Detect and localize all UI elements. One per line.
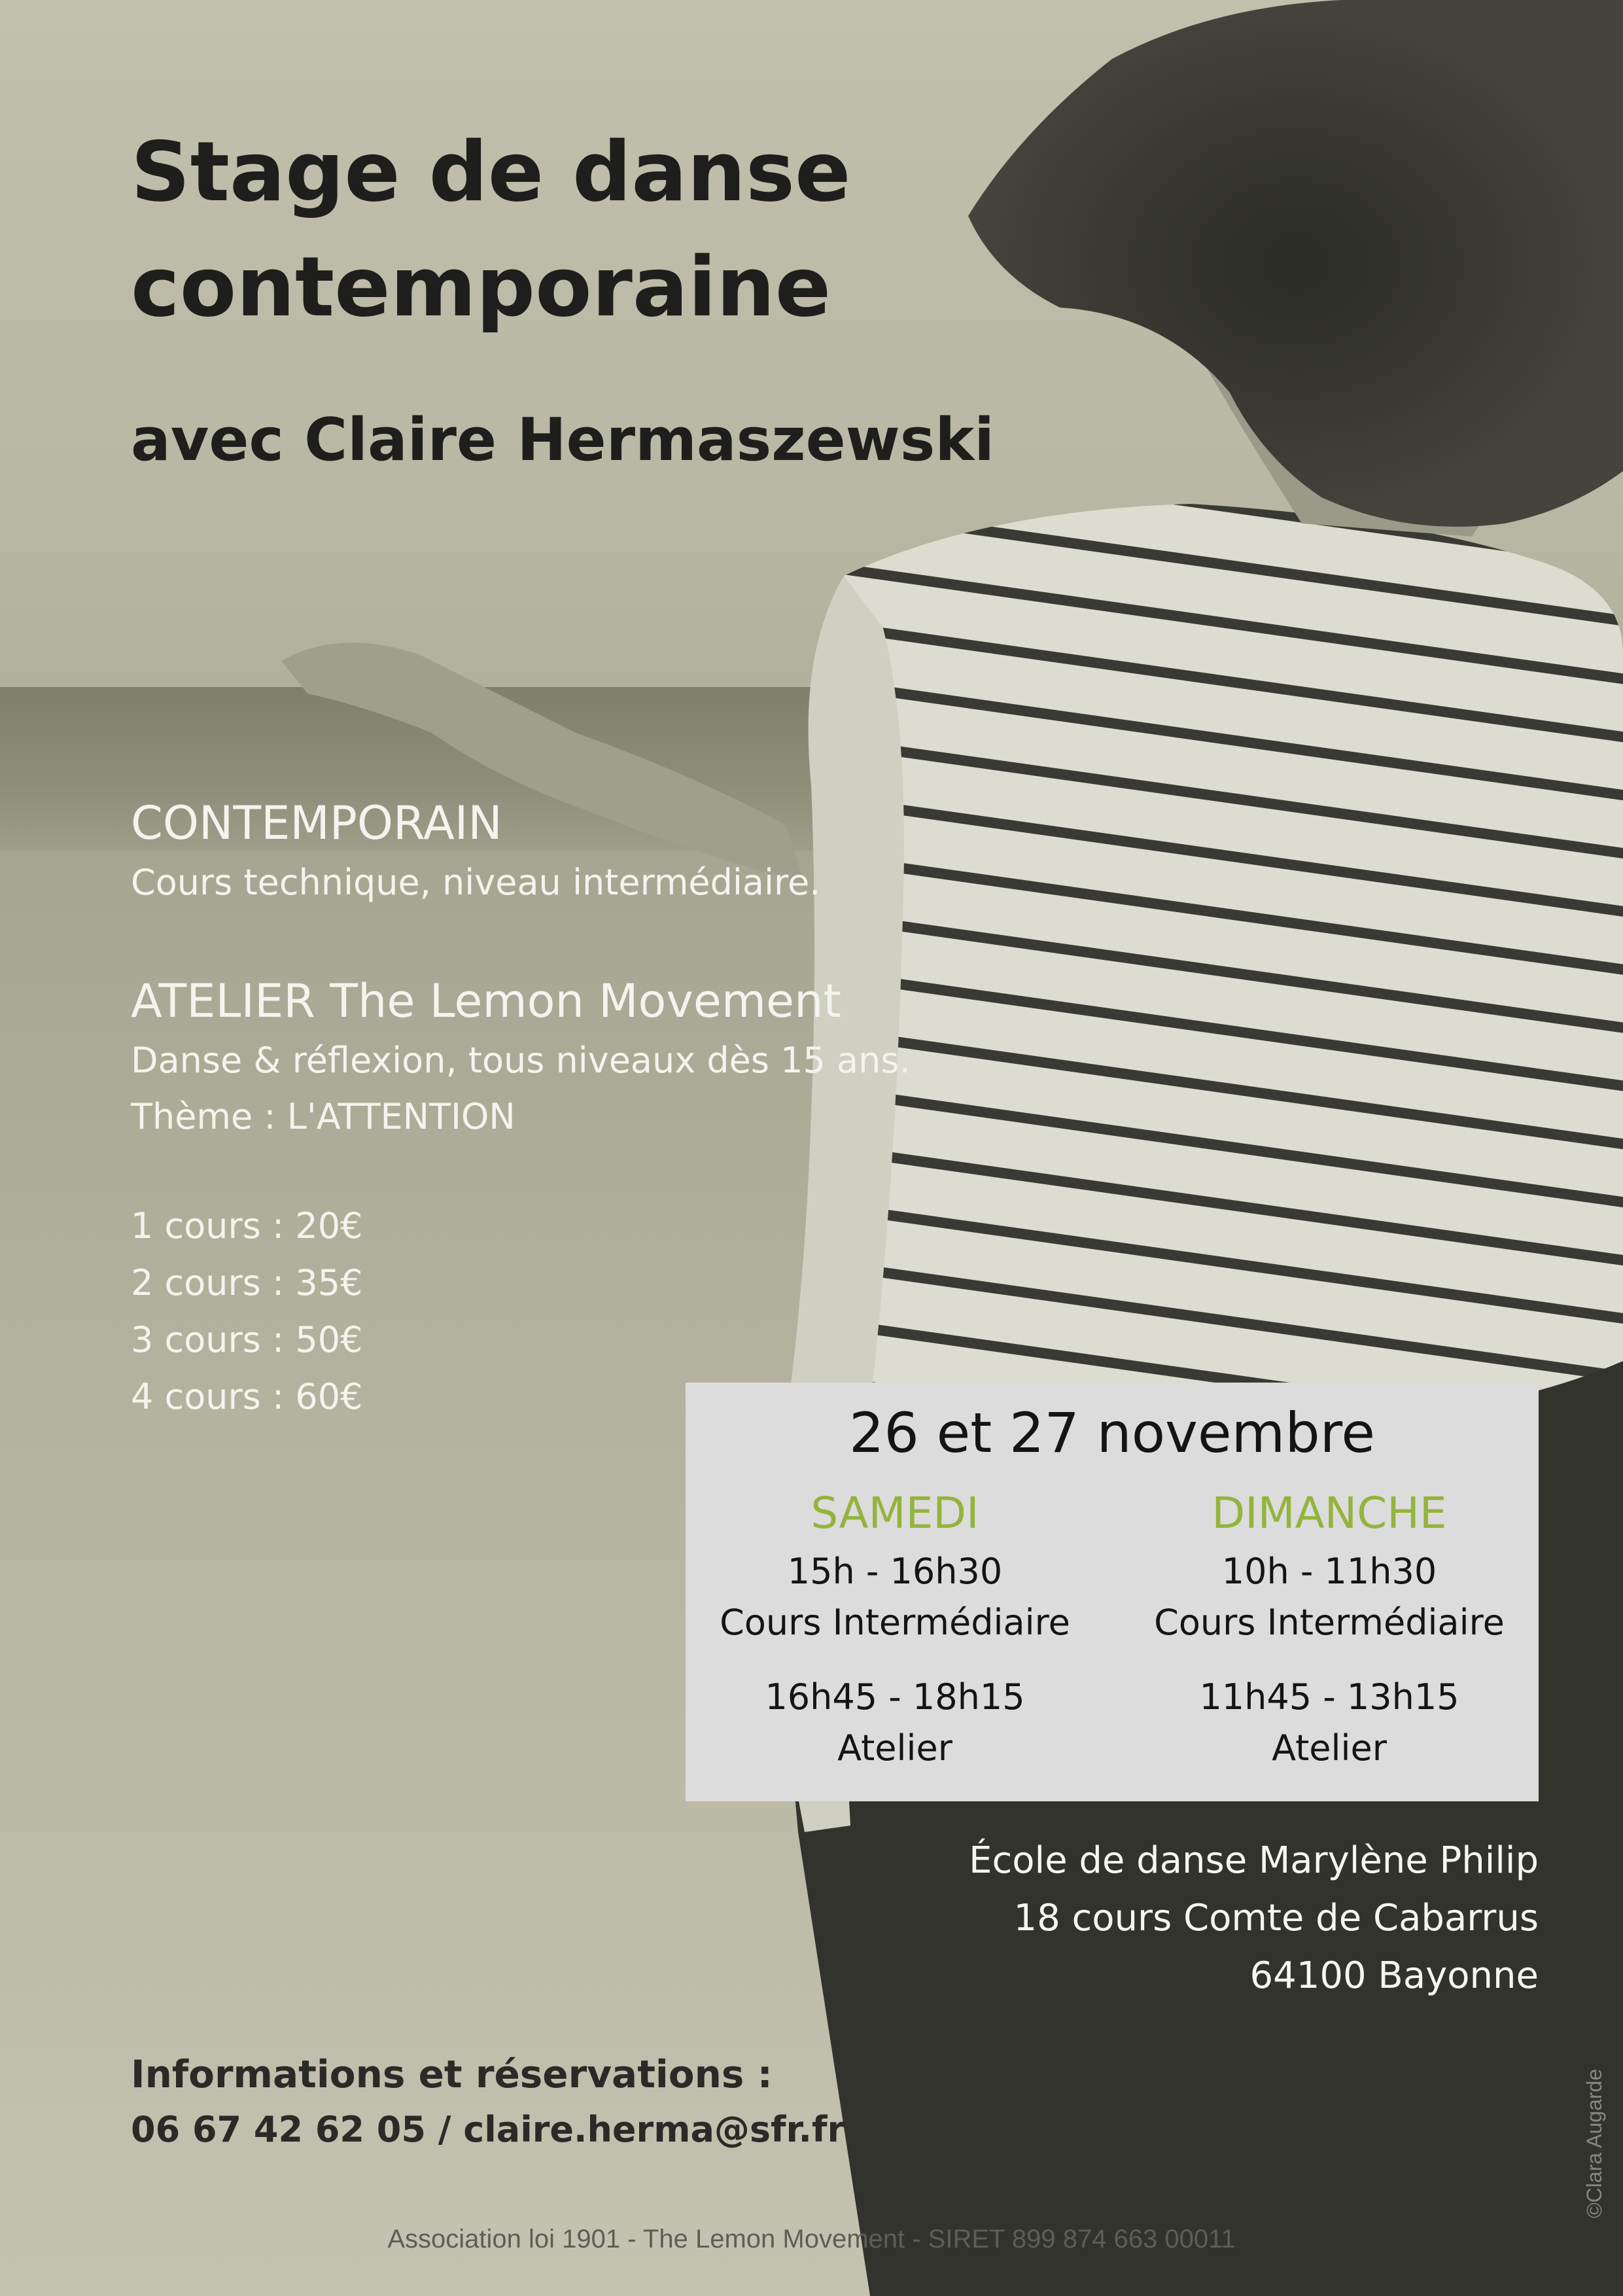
atelier-heading: ATELIER The Lemon Movement — [131, 974, 841, 1028]
price-item: 1 cours : 20€ — [131, 1205, 363, 1246]
contact-heading: Informations et réservations : — [131, 2052, 773, 2096]
slot-label: Atelier — [1272, 1727, 1387, 1769]
venue-city: 64100 Bayonne — [1249, 1954, 1539, 1997]
slot-time: 15h - 16h30 — [787, 1551, 1003, 1592]
atelier-theme: Thème : L'ATTENTION — [131, 1096, 515, 1137]
title-line-2: contemporaine — [131, 239, 831, 335]
slot-time: 11h45 - 13h15 — [1199, 1676, 1459, 1718]
price-item: 2 cours : 35€ — [131, 1262, 363, 1303]
day-column-samedi — [686, 1481, 1104, 1774]
title-line-1: Stage de danse — [131, 124, 851, 220]
venue-address — [850, 1832, 1539, 2005]
venue-name: École de danse Marylène Philip — [969, 1839, 1539, 1882]
schedule-dates: 26 et 27 novembre — [848, 1401, 1376, 1465]
day-column-dimanche — [1120, 1481, 1539, 1774]
price-item: 3 cours : 50€ — [131, 1319, 363, 1360]
price-item: 4 cours : 60€ — [131, 1376, 363, 1417]
slot-time: 10h - 11h30 — [1221, 1551, 1437, 1592]
slot-time: 16h45 - 18h15 — [765, 1676, 1025, 1718]
contemporain-heading: CONTEMPORAIN — [131, 796, 502, 850]
venue-street: 18 cours Comte de Cabarrus — [1013, 1897, 1539, 1939]
day-name: DIMANCHE — [1212, 1488, 1447, 1538]
slot-label: Cours Intermédiaire — [1154, 1602, 1505, 1643]
day-name: SAMEDI — [811, 1488, 979, 1538]
contact-details: 06 67 42 62 05 / claire.herma@sfr.fr — [131, 2109, 845, 2150]
contemporain-description: Cours technique, niveau intermédiaire. — [131, 862, 821, 903]
photo-credit: ©Clara Augarde — [1582, 2068, 1606, 2218]
slot-label: Cours Intermédiaire — [720, 1602, 1070, 1643]
slot-label: Atelier — [837, 1727, 952, 1769]
contact-section — [131, 2045, 981, 2156]
atelier-description: Danse & réflexion, tous niveaux dès 15 ans. — [131, 1040, 911, 1081]
page-title — [131, 115, 1047, 345]
program-section — [131, 792, 1047, 1425]
footer-legal: Association loi 1901 - The Lemon Movement - SIRET 899 874 663 00011 — [387, 2225, 1236, 2253]
subtitle: avec Claire Hermaszewski — [131, 406, 995, 474]
schedule-box — [686, 1383, 1539, 1801]
